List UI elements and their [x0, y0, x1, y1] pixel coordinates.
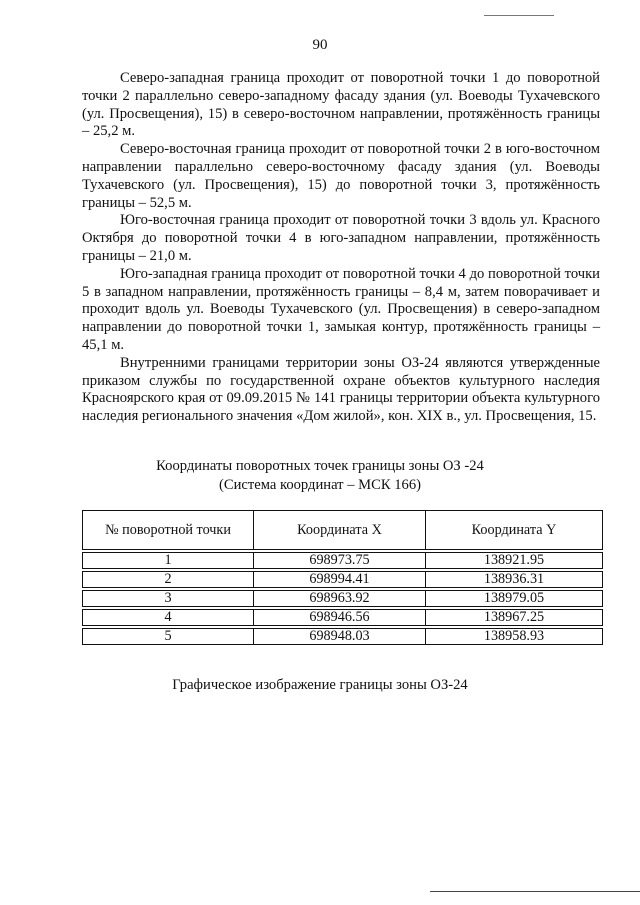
cell-point-number: 4 — [82, 609, 254, 626]
top-rule — [484, 15, 554, 16]
header-point-number: № поворотной точки — [82, 510, 254, 550]
cell-coordinate-x: 698946.56 — [254, 609, 426, 626]
cell-coordinate-x: 698963.92 — [254, 590, 426, 607]
table-row — [82, 571, 603, 588]
table-caption-title: Координаты поворотных точек границы зоны ОЗ -24 — [156, 458, 484, 474]
table-caption-subtitle: (Система координат – МСК 166) — [218, 477, 421, 493]
graphic-caption: Графическое изображение границы зоны ОЗ-24 — [172, 677, 468, 693]
coordinates-table — [82, 508, 603, 647]
cell-point-number: 1 — [82, 552, 254, 569]
table-caption — [0, 457, 640, 495]
page-number: 90 — [312, 37, 328, 53]
body-text — [82, 70, 600, 426]
cell-point-number: 5 — [82, 628, 254, 645]
header-coordinate-y: Координата Y — [426, 510, 603, 550]
cell-coordinate-y: 138921.95 — [426, 552, 603, 569]
cell-coordinate-y: 138936.31 — [426, 571, 603, 588]
cell-coordinate-x: 698973.75 — [254, 552, 426, 569]
paragraph-northeast-boundary: Северо-восточная граница проходит от поворотной точки 2 в юго-восточном направлении параллельно северо-восточному фасаду здания (ул. Воеводы Тухачевского (ул. Просвещения), 15) до поворотной точки 3, протяжённость границы – 52,5 м. — [82, 141, 600, 211]
table-row — [82, 628, 603, 645]
table-row — [82, 609, 603, 626]
cell-point-number: 2 — [82, 571, 254, 588]
cell-point-number: 3 — [82, 590, 254, 607]
cell-coordinate-x: 698948.03 — [254, 628, 426, 645]
cell-coordinate-x: 698994.41 — [254, 571, 426, 588]
header-coordinate-x: Координата X — [254, 510, 426, 550]
table-row — [82, 590, 603, 607]
table-row — [82, 552, 603, 569]
bottom-rule — [430, 891, 640, 892]
paragraph-southwest-boundary: Юго-западная граница проходит от поворотной точки 4 до поворотной точки 5 в западном направлении, протяжённость границы – 8,4 м, затем поворачивает и проходит вдоль ул. Воеводы Тухачевского (ул. Просвещения) в северо-западном направлении до поворотной точки 1, замыкая контур, протяжённость границы – 45,1 м. — [82, 265, 600, 353]
cell-coordinate-y: 138967.25 — [426, 609, 603, 626]
paragraph-northwest-boundary: Северо-западная граница проходит от поворотной точки 1 до поворотной точки 2 параллельно северо-западному фасаду здания (ул. Воеводы Тухачевского (ул. Просвещения), 15) в северо-восточном направлении, протяжённость границы – 25,2 м. — [82, 70, 600, 140]
cell-coordinate-y: 138958.93 — [426, 628, 603, 645]
paragraph-southeast-boundary: Юго-восточная граница проходит от поворотной точки 3 вдоль ул. Красного Октября до поворотной точки 4 в юго-западном направлении, протяжённость границы – 21,0 м. — [82, 212, 600, 264]
paragraph-internal-boundaries: Внутренними границами территории зоны ОЗ-24 являются утвержденные приказом службы по государственной охране объектов культурного наследия Красноярского края от 09.09.2015 № 141 границы территории объекта культурного наследия регионального значения «Дом жилой», кон. XIX в., ул. Просвещения, 15. — [82, 354, 600, 425]
table-header-row — [82, 510, 603, 550]
cell-coordinate-y: 138979.05 — [426, 590, 603, 607]
